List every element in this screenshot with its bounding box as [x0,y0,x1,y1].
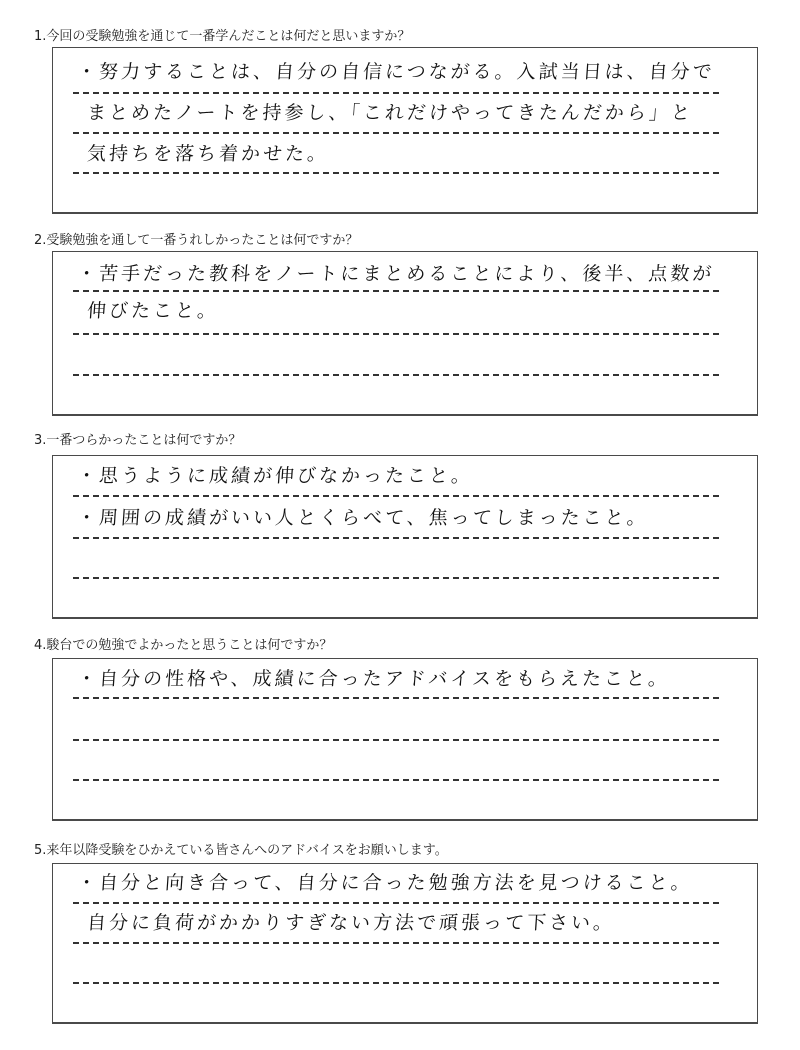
dashed-rule [73,374,719,376]
dashed-rule [73,982,719,984]
dashed-rule [73,942,719,944]
question-1-label: 1.今回の受験勉強を通じて一番学んだことは何だと思いますか？ [34,29,411,44]
answer-5-line-1: ・自分と向き合って、自分に合った勉強方法を見つけること。 [76,872,694,894]
answer-box-1 [52,47,758,214]
answer-box-5 [52,863,758,1024]
dashed-rule [73,92,719,94]
dashed-rule [73,739,719,741]
answer-1-line-2: まとめたノートを持参し、「これだけやってきたんだから」と [86,102,694,124]
answer-box-3 [52,455,758,619]
answer-4-line-1: ・自分の性格や、成績に合ったアドバイスをもらえたこと。 [76,668,671,690]
answer-2-line-2: 伸びたこと。 [86,300,220,322]
dashed-rule [73,333,719,335]
dashed-rule [73,537,719,539]
question-3-label: 3.一番つらかったことは何ですか？ [34,433,242,448]
question-5-label: 5.来年以降受験をひかえている皆さんへのアドバイスをお願いします。 [34,843,448,858]
dashed-rule [73,495,719,497]
dashed-rule [73,902,719,904]
dashed-rule [73,132,719,134]
question-2-label: 2.受験勉強を通して一番うれしかったことは何ですか？ [34,233,359,248]
answer-3-line-1: ・思うように成績が伸びなかったこと。 [76,465,474,487]
answer-box-2 [52,251,758,416]
answer-5-line-2: 自分に負荷がかかりすぎない方法で頑張って下さい。 [86,912,616,934]
dashed-rule [73,577,719,579]
answer-1-line-1: ・努力することは、自分の自信につながる。入試当日は、自分で [76,61,716,83]
answer-2-line-1: ・苦手だった教科をノートにまとめることにより、後半、点数が [76,263,716,285]
answer-1-line-3: 気持ちを落ち着かせた。 [86,143,330,165]
answer-box-4 [52,658,758,821]
dashed-rule [73,779,719,781]
answer-3-line-2: ・周囲の成績がいい人とくらべて、焦ってしまったこと。 [76,507,650,529]
dashed-rule [73,290,719,292]
dashed-rule [73,172,719,174]
dashed-rule [73,697,719,699]
question-4-label: 4.駿台での勉強でよかったと思うことは何ですか？ [34,638,333,653]
